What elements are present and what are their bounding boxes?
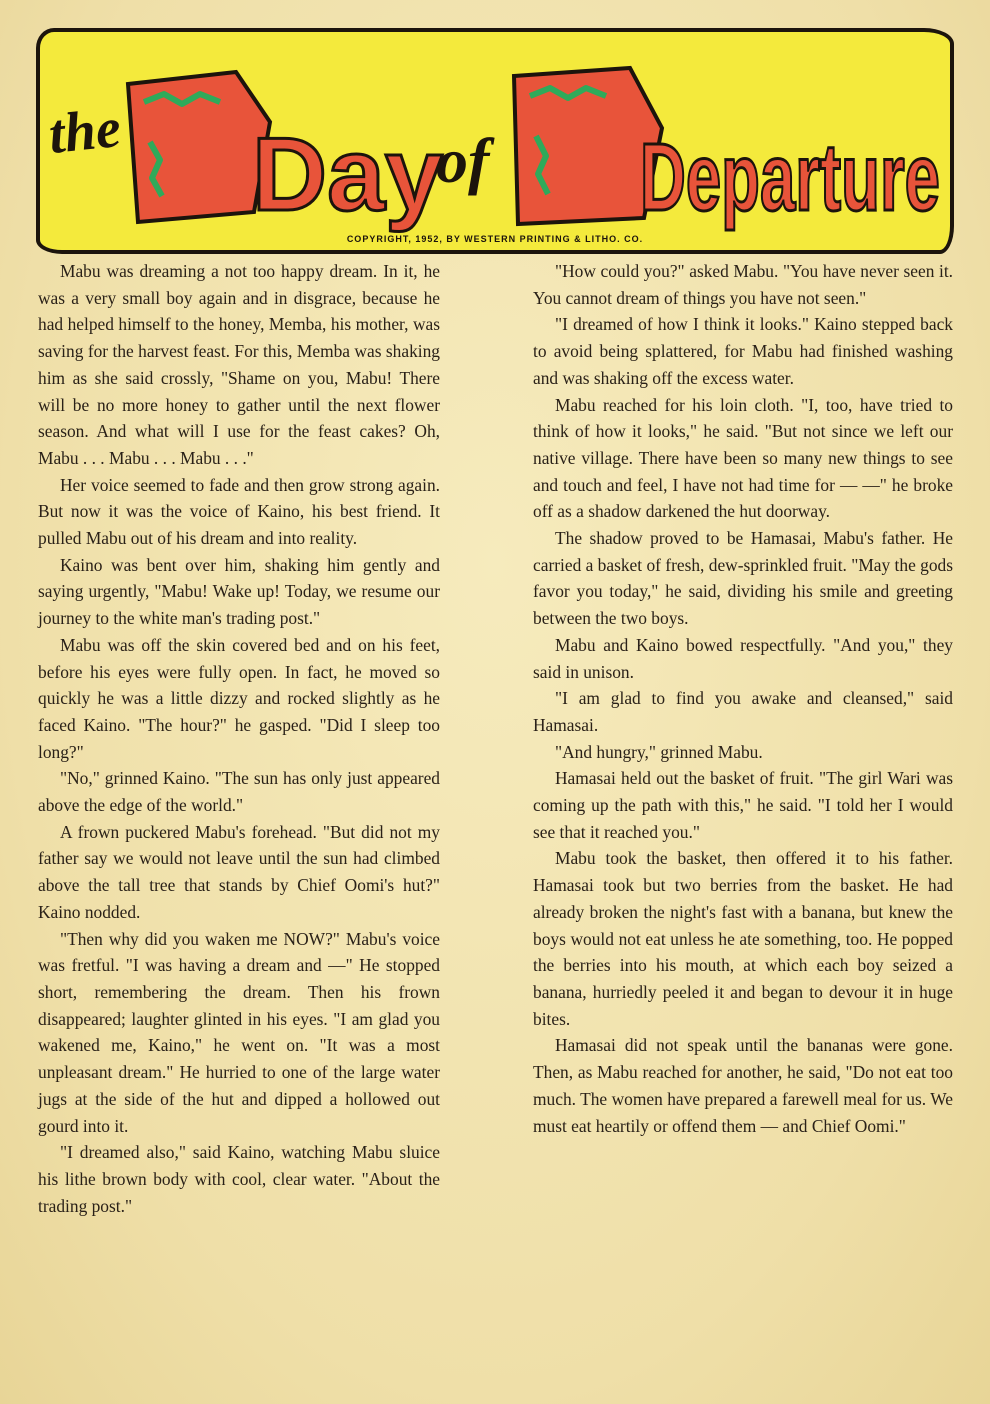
paragraph: "And hungry," grinned Mabu.	[555, 741, 763, 762]
copyright-notice: COPYRIGHT, 1952, BY WESTERN PRINTING & LITHO. CO.	[346, 234, 644, 244]
title-word-of: of	[436, 125, 490, 196]
paragraph: "No," grinned Kaino. "The sun has only just appeared above the edge of the world."	[38, 768, 440, 816]
paragraph: "I dreamed also," said Kaino, watching Mabu sluice his lithe brown body with cool, clear water. "About the trading post."	[38, 1142, 440, 1216]
paragraph: Kaino was bent over him, shaking him gently and saying urgently, "Mabu! Wake up! Today, we resume our journey to the white man's trading post."	[38, 554, 440, 629]
story-column-left	[38, 258, 440, 1219]
paragraph: "How could you?" asked Mabu. "You have never seen it. You cannot dream of things you have not seen."	[533, 261, 953, 308]
paragraph: Mabu took the basket, then offered it to his father. Hamasai took but two berries from the basket. He had already broken the night's fast with a banana, but knew the boys would not eat unless he ate something, too. He popped the berries into his mouth, at which each boy seized a banana, hurriedly peeled it and began to devour it in huge bites.	[533, 848, 953, 1029]
paragraph: Mabu was off the skin covered bed and on his feet, before his eyes were fully open. In fact, he moved so quickly he was a little dizzy and rocked slightly as he faced Kaino. "The hour?" he gasped. "Did I sleep too long?"	[38, 634, 440, 762]
paragraph: Mabu was dreaming a not too happy dream. In it, he was a very small boy again and in disgrace, because he had helped himself to the honey, Memba, his mother, was saving for the harvest feast. For this, Memba was shaking him as she said crossly, "Shame on you, Mabu! There will be no more honey to gather until the next flower season. And what will I use for the feast cakes? Oh, Mabu . . . Mabu . . . Mabu . . ."	[38, 261, 440, 468]
paragraph: Mabu and Kaino bowed respectfully. "And you," they said in unison.	[533, 634, 953, 682]
paragraph: A frown puckered Mabu's forehead. "But did not my father say we would not leave until the sun had climbed above the tall tree that stands by Chief Oomi's hut?" Kaino nodded.	[38, 821, 440, 922]
story-column-right	[533, 258, 953, 1139]
paragraph: "Then why did you waken me NOW?" Mabu's voice was fretful. "I was having a dream and —" He stopped short, remembering the dream. Then his frown disappeared; laughter glinted in his eyes. "I am glad you wakened me, Kaino," he went on. "It was a most unpleasant dream." He hurried to one of the large water jugs at the side of the hut and dipped a hollowed out gourd into it.	[38, 928, 440, 1136]
paragraph: Mabu reached for his loin cloth. "I, too, have tried to think of how it looks," he said. "But not since we left our native village. There have been so many new things to see and touch and feel, I have not had time for — —" he broke off as a shadow darkened the hut doorway.	[533, 394, 953, 522]
title-lettering	[40, 32, 950, 250]
paragraph: The shadow proved to be Hamasai, Mabu's father. He carried a basket of fresh, dew-sprinkled fruit. "May the gods favor you today," he said, dividing his smile and greeting between the two boys.	[533, 528, 953, 629]
title-banner	[36, 28, 954, 254]
paragraph: Hamasai held out the basket of fruit. "The girl Wari was coming up the path with this," he said. "I told her I would see that it reached you."	[533, 768, 953, 842]
title-word-departure: Departure	[640, 124, 940, 231]
paragraph: "I dreamed of how I think it looks." Kaino stepped back to avoid being splattered, for Mabu had finished washing and was shaking off the excess water.	[533, 314, 953, 388]
paragraph: Her voice seemed to fade and then grow strong again. But now it was the voice of Kaino, his best friend. It pulled Mabu out of his dream and into reality.	[38, 474, 440, 549]
title-word-the: the	[45, 96, 124, 167]
paragraph: Hamasai did not speak until the bananas were gone. Then, as Mabu reached for another, he said, "Do not eat too much. The women have prepared a farewell meal for us. We must eat heartily or offend them — and Chief Oomi."	[533, 1035, 953, 1136]
paragraph: "I am glad to find you awake and cleansed," said Hamasai.	[533, 688, 953, 735]
title-word-day: Day	[252, 117, 443, 233]
